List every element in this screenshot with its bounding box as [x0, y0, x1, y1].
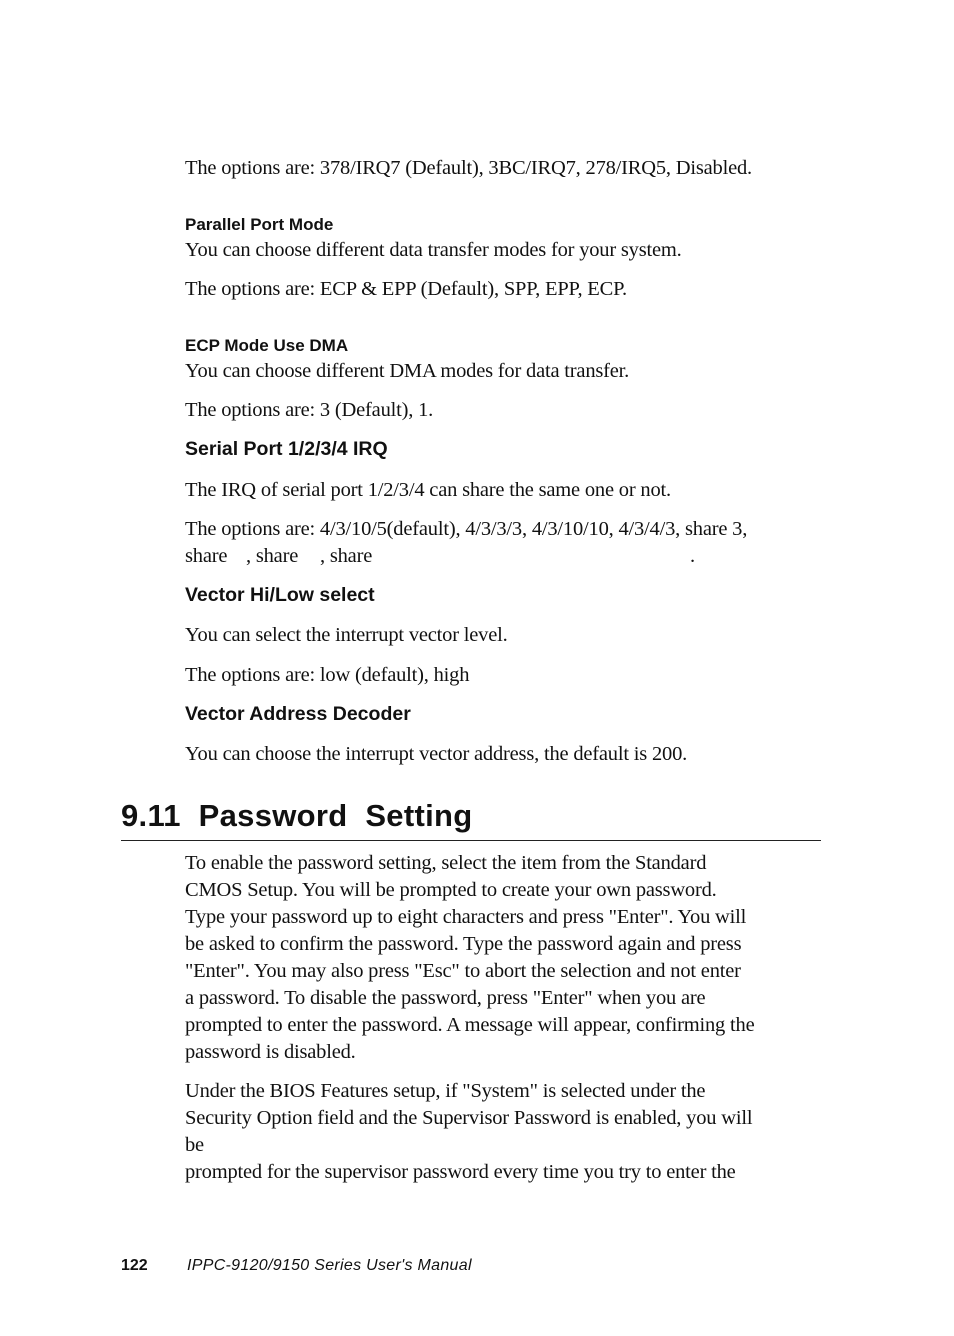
ecp-mode-options: The options are: 3 (Default), 1. — [185, 399, 434, 421]
paragraph-line: be asked to confirm the password. Type the password again and press — [185, 933, 742, 955]
paragraph-line: To enable the password setting, select the item from the Standard — [185, 852, 707, 874]
paragraph-line: be — [185, 1134, 204, 1156]
ecp-mode-heading: ECP Mode Use DMA — [185, 336, 349, 355]
section-divider — [121, 840, 821, 841]
vector-select-heading: Vector Hi/Low select — [185, 584, 375, 606]
serial-port-irq-desc: The IRQ of serial port 1/2/3/4 can share the same one or not. — [185, 479, 671, 501]
password-paragraph-2 — [185, 1078, 835, 1186]
serial-port-irq-options-share-3: , share — [320, 545, 373, 567]
paragraph-line: "Enter". You may also press "Esc" to abort the selection and not enter — [185, 960, 741, 982]
vector-decoder-heading: Vector Address Decoder — [185, 703, 411, 725]
parallel-port-mode-options: The options are: ECP & EPP (Default), SPP, EPP, ECP. — [185, 278, 627, 300]
parallel-port-mode-desc: You can choose different data transfer modes for your system. — [185, 239, 682, 261]
parallel-port-mode-heading: Parallel Port Mode — [185, 215, 334, 234]
ecp-mode-desc: You can choose different DMA modes for data transfer. — [185, 360, 630, 382]
vector-decoder-desc: You can choose the interrupt vector address, the default is 200. — [185, 743, 688, 765]
paragraph-line: Security Option field and the Supervisor Password is enabled, you will — [185, 1107, 753, 1129]
serial-port-irq-options-share-2: , share — [246, 545, 299, 567]
manual-title: IPPC-9120/9150 Series User's Manual — [187, 1257, 472, 1274]
paragraph-line: Under the BIOS Features setup, if "System" is selected under the — [185, 1080, 706, 1102]
section-title: 9.11 Password Setting — [121, 798, 473, 833]
lpt-options-text: The options are: 378/IRQ7 (Default), 3BC/IRQ7, 278/IRQ5, Disabled. — [185, 157, 752, 179]
serial-port-irq-options: The options are: 4/3/10/5(default), 4/3/3/3, 4/3/10/10, 4/3/4/3, share 3, — [185, 518, 748, 540]
paragraph-line: CMOS Setup. You will be prompted to create your own password. — [185, 879, 717, 901]
paragraph-line: password is disabled. — [185, 1041, 356, 1063]
paragraph-line: Type your password up to eight characters and press "Enter". You will — [185, 906, 747, 928]
serial-port-irq-options-period: . — [690, 545, 695, 567]
password-paragraph-1 — [185, 850, 835, 1066]
vector-select-desc: You can select the interrupt vector level. — [185, 624, 508, 646]
serial-port-irq-options-share-1: share — [185, 545, 228, 567]
serial-port-irq-heading: Serial Port 1/2/3/4 IRQ — [185, 438, 388, 460]
paragraph-line: prompted for the supervisor password every time you try to enter the — [185, 1161, 736, 1183]
paragraph-line: a password. To disable the password, press "Enter" when you are — [185, 987, 706, 1009]
page-number: 122 — [121, 1257, 148, 1274]
vector-select-options: The options are: low (default), high — [185, 664, 470, 686]
paragraph-line: prompted to enter the password. A message will appear, confirming the — [185, 1014, 755, 1036]
